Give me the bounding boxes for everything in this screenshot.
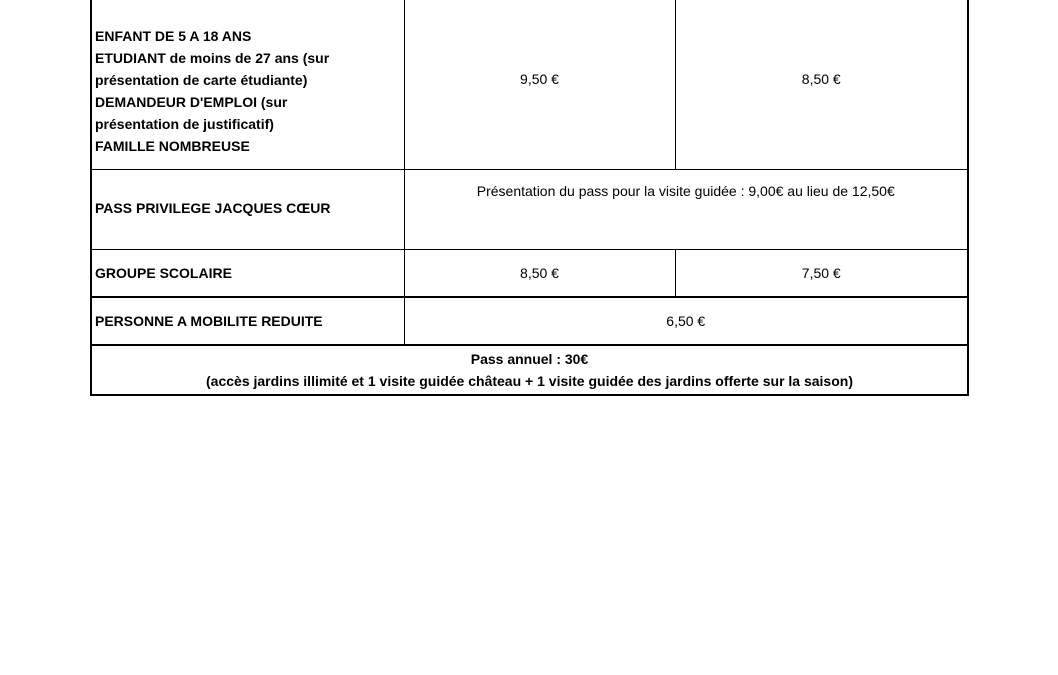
table-row-pmr: [91, 297, 968, 345]
annual-pass-details: (accès jardins illimité et 1 visite guidée château + 1 visite guidée des jardins offerte sur la saison): [206, 373, 853, 389]
annual-pass-cell: [91, 345, 968, 395]
category-line: ETUDIANT de moins de 27 ans (sur: [95, 50, 330, 66]
price-cell-students-2: 8,50 €: [675, 0, 968, 170]
table-row-annual-pass: [91, 345, 968, 395]
table-row-pass: [91, 170, 968, 250]
category-cell-pass: PASS PRIVILEGE JACQUES CŒUR: [91, 170, 404, 250]
price-cell-school-2: 7,50 €: [675, 250, 968, 298]
category-cell-school: GROUPE SCOLAIRE: [91, 250, 404, 298]
price-cell-pmr: 6,50 €: [404, 297, 968, 345]
pricing-table: [90, 0, 969, 396]
price-cell-pass: Présentation du pass pour la visite guidée : 9,00€ au lieu de 12,50€: [404, 170, 968, 250]
category-line: DEMANDEUR D'EMPLOI (sur: [95, 94, 288, 110]
category-line: ENFANT DE 5 A 18 ANS: [95, 28, 252, 44]
table-row-school: [91, 250, 968, 298]
annual-pass-title: Pass annuel : 30€: [470, 351, 589, 367]
category-line: présentation de justificatif): [95, 116, 274, 132]
category-line: présentation de carte étudiante): [95, 72, 308, 88]
category-cell-students: [91, 0, 404, 170]
price-cell-school-1: 8,50 €: [404, 250, 675, 298]
table-row-students: [91, 0, 968, 170]
category-line: FAMILLE NOMBREUSE: [95, 138, 250, 154]
price-cell-students-1: 9,50 €: [404, 0, 675, 170]
category-cell-pmr: PERSONNE A MOBILITE REDUITE: [91, 297, 404, 345]
